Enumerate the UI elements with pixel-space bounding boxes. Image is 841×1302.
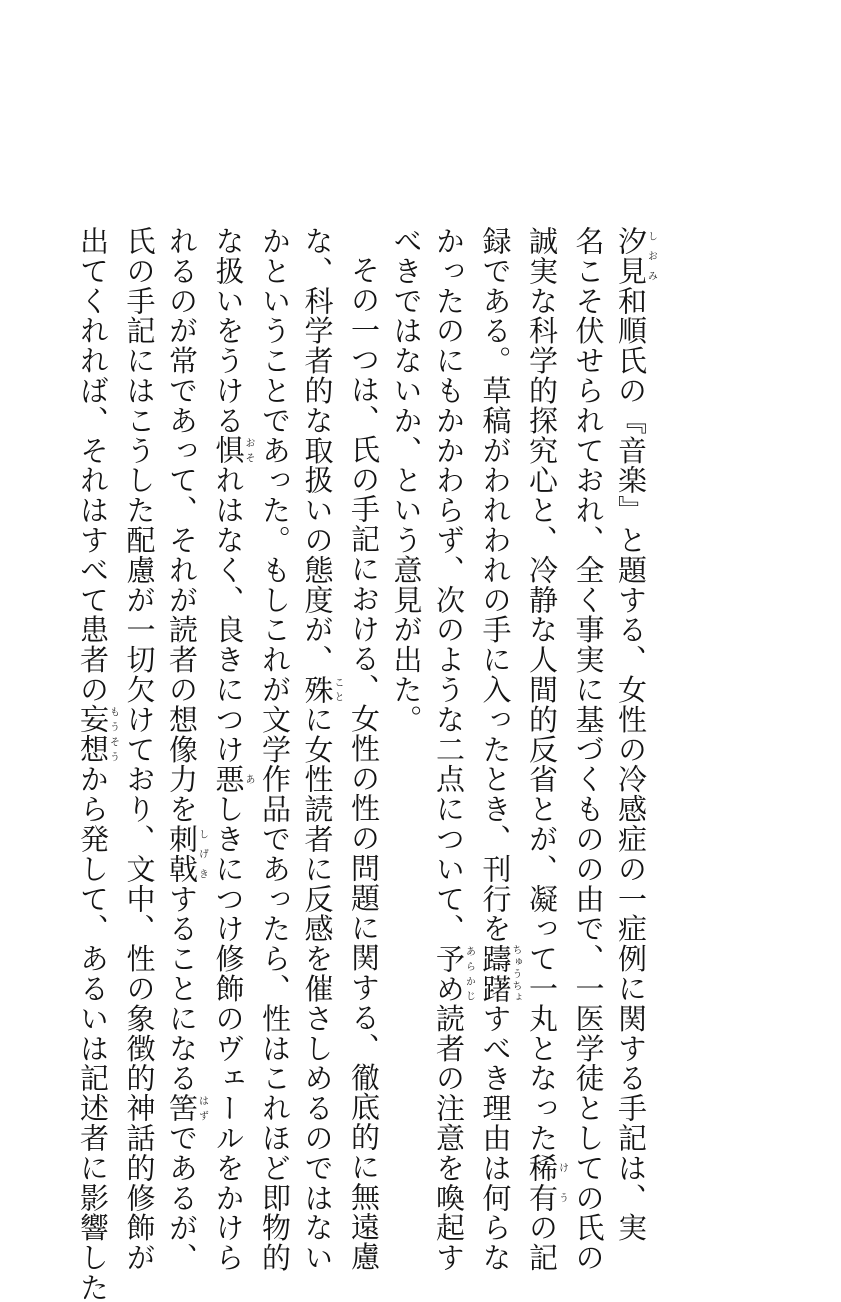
text-column xyxy=(254,226,297,1273)
text-run: に女性読者に反感を催さしめるのではない xyxy=(300,704,335,1273)
text-run: その一つは、氏の手記における、女性の性の問題に関する、徹底的に無遠慮 xyxy=(347,255,381,1272)
text-run: かったのにもかかわらず、次のような二点について、 xyxy=(432,226,466,944)
text-run: すべき理由は何らな xyxy=(478,1003,513,1273)
text-column xyxy=(161,226,208,1273)
ruby-base: 稀有 xyxy=(525,1152,559,1213)
ruby-reading: しおみ xyxy=(645,226,657,286)
ruby-reading: おそ xyxy=(243,435,254,466)
text-column xyxy=(521,226,568,1273)
ruby-annotation xyxy=(432,943,475,1004)
ruby-reading: しげき xyxy=(196,824,208,884)
text-run: れはなく、良きにつけ xyxy=(211,465,246,765)
ruby-reading: はず xyxy=(196,1093,208,1124)
text-run: 録である。草稿がわれわれの手に入ったとき、刊行を xyxy=(478,226,513,944)
vertical-text-body xyxy=(72,226,657,1302)
text-run: 名こそ伏せられておれ、全く事実に基づくものの由で、一医学徒としての氏の xyxy=(571,226,606,1273)
text-run: であるが、 xyxy=(165,1123,199,1273)
ruby-reading: もうそう xyxy=(107,704,119,765)
ruby-base: 予め xyxy=(432,943,466,1004)
ruby-annotation xyxy=(300,674,343,705)
ruby-reading: あ xyxy=(243,764,254,795)
text-run: 和順氏の『音楽』と題する、女性の冷感症の一症例に関する手記は、実 xyxy=(614,285,648,1243)
ruby-annotation xyxy=(478,943,521,1004)
text-run: な扱いをうける xyxy=(211,226,246,436)
ruby-annotation xyxy=(211,435,254,466)
ruby-annotation xyxy=(76,704,119,765)
ruby-annotation xyxy=(165,824,208,884)
text-run: かということであった。もしこれが文学作品であったら、性はこれほど即物的 xyxy=(258,226,292,1273)
text-run: から発して、あるいは記述者に影響した xyxy=(76,764,110,1302)
ruby-base: 殊 xyxy=(300,674,335,705)
ruby-base: 汐見 xyxy=(614,226,648,286)
text-run: 氏の手記にはこうした配慮が一切欠けており、文中、性の象徴的神話的修飾が xyxy=(122,226,157,1273)
text-run: な、科学者的な取扱いの態度が、 xyxy=(300,226,335,675)
ruby-base: 悪 xyxy=(211,764,246,795)
text-run: 読者の注意を喚起す xyxy=(432,1003,466,1273)
text-run: べきではないか、という意見が出た。 xyxy=(389,226,424,735)
text-run: 誠実な科学的探究心と、冷静な人間的反省とが、凝って一丸となった xyxy=(525,226,559,1153)
text-column xyxy=(567,226,610,1273)
ruby-annotation xyxy=(525,1152,568,1213)
text-column xyxy=(207,226,254,1273)
text-run: 出てくれれば、それはすべて患者の xyxy=(76,226,110,705)
text-run: の記 xyxy=(525,1212,559,1273)
text-run: れるのが常であって、それが読者の想像力を xyxy=(165,226,199,824)
text-column xyxy=(610,226,657,1243)
ruby-reading: あらかじ xyxy=(463,943,475,1004)
ruby-base: 躊躇 xyxy=(478,943,513,1004)
text-run: しきにつけ修飾のヴェールをかけら xyxy=(211,794,246,1273)
text-column xyxy=(474,226,521,1273)
ruby-reading: こと xyxy=(332,674,343,705)
text-column xyxy=(343,226,386,1272)
ruby-annotation xyxy=(165,1093,208,1124)
text-run: することになる xyxy=(165,883,199,1094)
ruby-reading: ちゅうちょ xyxy=(510,943,521,1004)
ruby-base: 刺戟 xyxy=(165,824,199,884)
text-column xyxy=(385,226,428,1146)
ruby-base: 筈 xyxy=(165,1093,199,1124)
ruby-annotation xyxy=(614,226,657,286)
ruby-base: 惧 xyxy=(211,435,246,466)
ruby-reading: けう xyxy=(556,1152,568,1213)
ruby-base: 妄想 xyxy=(76,704,110,765)
text-column xyxy=(72,226,119,1302)
ruby-annotation xyxy=(211,764,254,795)
text-column xyxy=(428,226,475,1273)
text-column xyxy=(118,226,161,1273)
text-column xyxy=(296,226,343,1273)
